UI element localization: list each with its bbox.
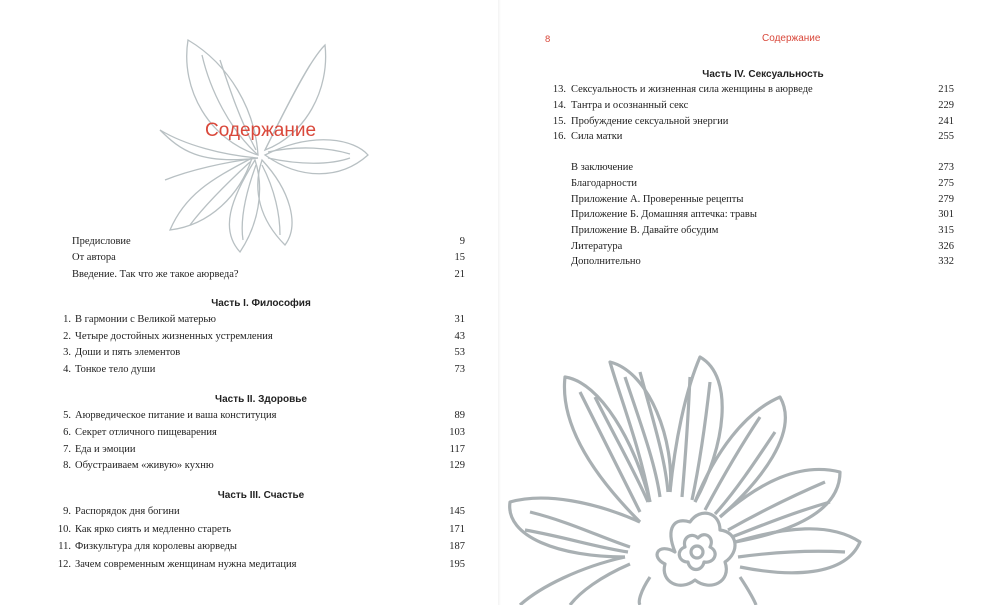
right-page <box>500 0 1000 605</box>
toc-entry-label: Зачем современным женщинам нужна медитация <box>75 558 297 570</box>
toc-entry-label: Приложение В. Давайте обсудим <box>571 224 719 236</box>
toc-entry-page: 129 <box>449 460 465 472</box>
toc-entry-page: 255 <box>938 131 954 143</box>
part-heading: Часть II. Здоровье <box>215 394 307 406</box>
table-of-contents-right <box>552 68 954 272</box>
chapter-number: 5. <box>63 410 71 422</box>
table-of-contents-left <box>57 236 465 576</box>
toc-entry-page: 229 <box>938 99 954 111</box>
toc-entry[interactable] <box>552 225 954 241</box>
toc-entry-page: 279 <box>938 193 954 205</box>
toc-entry-label: Физкультура для королевы аюрведы <box>75 541 237 553</box>
chapter-number: 12. <box>57 558 71 570</box>
toc-entry-label: Литература <box>571 240 623 252</box>
toc-entry[interactable] <box>57 524 465 542</box>
running-header: Содержание <box>762 33 821 44</box>
toc-entry-label: Аюрведическое питание и ваша конституция <box>75 410 277 422</box>
toc-entry-label: Еда и эмоции <box>75 443 136 455</box>
part-heading: Часть IV. Сексуальность <box>702 69 824 80</box>
toc-entry-label: Приложение А. Проверенные рецепты <box>571 193 744 205</box>
toc-entry-page: 21 <box>454 268 465 280</box>
toc-entry[interactable] <box>57 427 465 444</box>
toc-entry-page: 103 <box>449 426 465 438</box>
toc-entry[interactable] <box>552 241 954 257</box>
toc-entry-label: В заключение <box>571 162 634 174</box>
toc-entry-label: Сексуальность и жизненная сила женщины в аюрведе <box>571 84 813 95</box>
toc-entry[interactable] <box>57 236 465 252</box>
toc-entry-page: 43 <box>454 330 465 342</box>
toc-entry-label: От автора <box>72 252 116 264</box>
chapter-number: 16. <box>552 131 566 143</box>
chapter-number: 6. <box>63 426 71 438</box>
toc-entry-label: Сила матки <box>571 131 623 143</box>
toc-entry[interactable] <box>552 178 954 194</box>
toc-entry-page: 53 <box>454 347 465 359</box>
toc-entry-label: Обустраиваем «живую» кухню <box>75 460 214 472</box>
toc-entry-label: Тантра и осознанный секс <box>571 99 689 111</box>
chapter-number: 13. <box>552 84 566 95</box>
toc-entry[interactable] <box>57 444 465 461</box>
chapter-number: 14. <box>552 99 566 111</box>
toc-entry-page: 145 <box>449 506 465 518</box>
part-heading: Часть I. Философия <box>211 297 311 309</box>
toc-entry-label: Распорядок дня богини <box>75 506 180 518</box>
toc-entry-page: 332 <box>938 256 954 268</box>
toc-entry-page: 326 <box>938 240 954 252</box>
chapter-number: 3. <box>63 347 71 359</box>
toc-entry-page: 31 <box>454 313 465 325</box>
toc-entry-label: Дополнительно <box>571 256 641 268</box>
toc-entry[interactable] <box>57 269 465 285</box>
chapter-number: 10. <box>57 523 71 535</box>
toc-entry[interactable] <box>57 364 465 381</box>
toc-entry-label: Благодарности <box>571 177 638 189</box>
toc-entry-label: Пробуждение сексуальной энергии <box>571 115 729 127</box>
toc-entry-page: 241 <box>938 115 954 127</box>
chapter-number: 11. <box>58 541 71 553</box>
toc-entry[interactable] <box>57 506 465 524</box>
large-flower-ornament <box>500 352 1000 605</box>
toc-entry[interactable] <box>552 256 954 272</box>
toc-entry[interactable] <box>552 162 954 178</box>
toc-entry-label: Четыре достойных жизненных устремления <box>75 330 273 342</box>
toc-entry[interactable] <box>552 194 954 210</box>
toc-entry-page: 215 <box>938 84 954 95</box>
toc-entry[interactable] <box>57 559 465 577</box>
toc-entry-page: 171 <box>449 523 465 535</box>
toc-entry[interactable] <box>57 331 465 348</box>
toc-entry-page: 117 <box>449 443 465 455</box>
toc-entry-label: В гармонии с Великой матерью <box>75 313 217 325</box>
toc-entry[interactable] <box>57 314 465 331</box>
toc-entry[interactable] <box>552 209 954 225</box>
toc-entry-label: Предисловие <box>72 236 131 247</box>
chapter-number: 7. <box>63 443 71 455</box>
toc-entry-label: Введение. Так что же такое аюрведа? <box>72 268 239 280</box>
toc-entry-label: Тонкое тело души <box>75 364 156 376</box>
toc-entry[interactable] <box>552 100 954 116</box>
toc-entry[interactable] <box>57 347 465 364</box>
toc-entry[interactable] <box>57 252 465 268</box>
chapter-number: 2. <box>63 330 71 342</box>
toc-entry-page: 73 <box>454 364 465 376</box>
chapter-number: 4. <box>63 364 71 376</box>
toc-entry[interactable] <box>57 460 465 477</box>
lotus-flower-ornament <box>140 30 380 255</box>
toc-entry[interactable] <box>57 541 465 559</box>
toc-entry[interactable] <box>552 131 954 147</box>
toc-entry-page: 275 <box>938 177 954 189</box>
toc-entry[interactable] <box>552 84 954 100</box>
page-number: 8 <box>545 34 551 45</box>
toc-entry[interactable] <box>57 410 465 427</box>
chapter-number: 1. <box>63 313 71 325</box>
toc-entry-page: 15 <box>454 252 465 264</box>
toc-entry-page: 187 <box>449 541 465 553</box>
toc-entry-page: 301 <box>938 209 954 221</box>
toc-entry-page: 273 <box>938 162 954 174</box>
toc-entry-page: 9 <box>459 236 465 247</box>
page-title: Содержание <box>205 120 317 141</box>
toc-entry-page: 195 <box>449 558 465 570</box>
toc-entry-label: Секрет отличного пищеварения <box>75 426 217 438</box>
toc-entry-label: Приложение Б. Домашняя аптечка: травы <box>571 209 757 221</box>
part-heading: Часть III. Счастье <box>217 490 305 502</box>
toc-entry-label: Как ярко сиять и медленно стареть <box>75 523 231 535</box>
chapter-number: 9. <box>63 506 71 518</box>
toc-entry-label: Доши и пять элементов <box>75 347 181 359</box>
toc-entry[interactable] <box>552 116 954 132</box>
toc-entry-page: 315 <box>938 224 954 236</box>
toc-entry-page: 89 <box>454 410 465 422</box>
chapter-number: 8. <box>63 460 71 472</box>
chapter-number: 15. <box>552 115 566 127</box>
